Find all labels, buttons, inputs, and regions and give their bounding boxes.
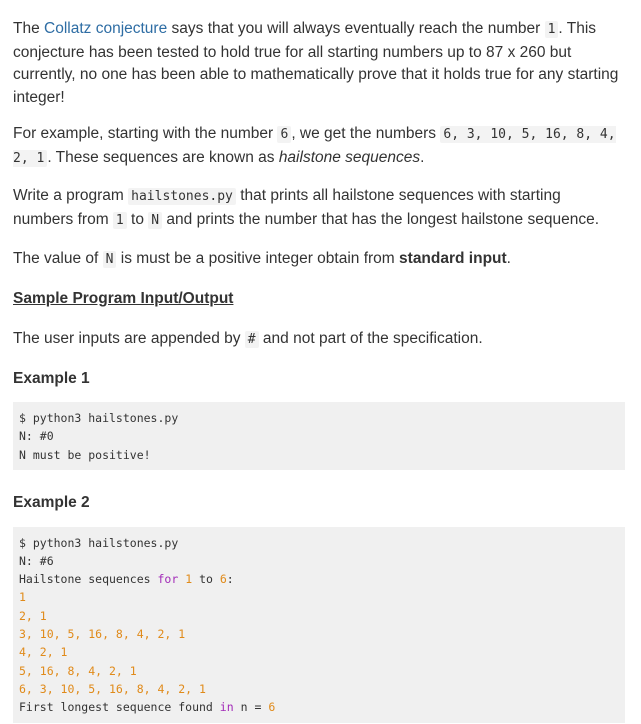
example-2-code-block <box>13 527 625 724</box>
inline-code-n-2: N <box>103 251 117 268</box>
sequence-line: 4, 2, 1 <box>19 645 68 660</box>
value-text-2: is must be a positive integer obtain from <box>116 250 400 267</box>
value-text-3: . <box>506 250 511 267</box>
number: 6 <box>219 572 227 587</box>
intro-paragraph <box>13 18 625 109</box>
example-1-title: Example 1 <box>13 369 90 387</box>
sequence-line: 5, 16, 8, 4, 2, 1 <box>19 663 137 678</box>
collatz-conjecture-link[interactable]: Collatz conjecture <box>44 20 168 37</box>
inline-code-start: 1 <box>113 212 127 229</box>
example-paragraph <box>13 123 625 170</box>
sequence-line: 2, 1 <box>19 608 47 623</box>
code-line: N: #6 <box>19 553 54 568</box>
intro-prefix: The <box>13 20 45 37</box>
task-text-3: to <box>126 210 149 228</box>
intro-text: says that you will always eventually reach the number <box>167 20 545 37</box>
task-text-2: that prints all hailstone sequences with starting numbers from <box>13 187 561 228</box>
value-text: The value of <box>13 250 103 267</box>
inline-code-1: 1 <box>545 21 559 38</box>
code-line: Hailstone sequences for 1 to 6: <box>19 572 234 587</box>
number: 1 <box>185 572 193 587</box>
number: 6 <box>268 700 276 715</box>
sequence-line: 6, 3, 10, 5, 16, 8, 4, 2, 1 <box>19 681 206 696</box>
inline-code-n: N <box>148 212 162 229</box>
code-line: $ python3 hailstones.py <box>19 535 179 550</box>
operator: = <box>254 700 262 715</box>
sequence-line: 1 <box>19 590 26 605</box>
inline-code-hash: # <box>245 331 259 348</box>
inline-code-filename: hailstones.py <box>128 188 236 205</box>
inputs-note-text: The user inputs are appended by <box>13 330 245 347</box>
example-text-4: . <box>420 148 425 166</box>
inline-code-sequence: 6, 3, 10, 5, 16, 8, 4, 2, 1 <box>13 127 616 166</box>
example-text-2: , we get the numbers <box>291 125 441 142</box>
page-content <box>13 18 625 723</box>
value-paragraph <box>13 248 625 272</box>
example-text: For example, starting with the number <box>13 125 278 142</box>
hailstone-term: hailstone sequences <box>278 148 421 166</box>
example-2-title: Example 2 <box>13 494 90 511</box>
standard-input-term: standard input <box>399 250 507 267</box>
section-title: Sample Program Input/Output <box>13 289 234 307</box>
intro-text-2: . This conjecture has been tested to hold true for all starting numbers up to 87 x 260 but currently, no one has been able to mathematically prove that it holds true for any starting integer! <box>13 20 619 106</box>
inputs-note-text-2: and not part of the specification. <box>258 330 483 347</box>
example-1-code-block <box>13 402 625 470</box>
task-text-4: and prints the number that has the longest hailstone sequence. <box>162 210 600 228</box>
keyword-in: in <box>219 700 234 715</box>
sequence-line: 3, 10, 5, 16, 8, 4, 2, 1 <box>19 626 186 641</box>
code-line: N must be positive! <box>19 447 151 462</box>
code-line: First longest sequence found in n = 6 <box>19 700 276 715</box>
inline-code-6: 6 <box>277 126 291 143</box>
inputs-note <box>13 328 625 352</box>
task-paragraph <box>13 185 625 232</box>
task-text: Write a program <box>13 187 129 204</box>
keyword-for: for <box>157 572 179 587</box>
example-text-3: . These sequences are known as <box>47 148 279 166</box>
code-line: N: #0 <box>19 429 54 444</box>
code-line: $ python3 hailstones.py <box>19 411 179 425</box>
